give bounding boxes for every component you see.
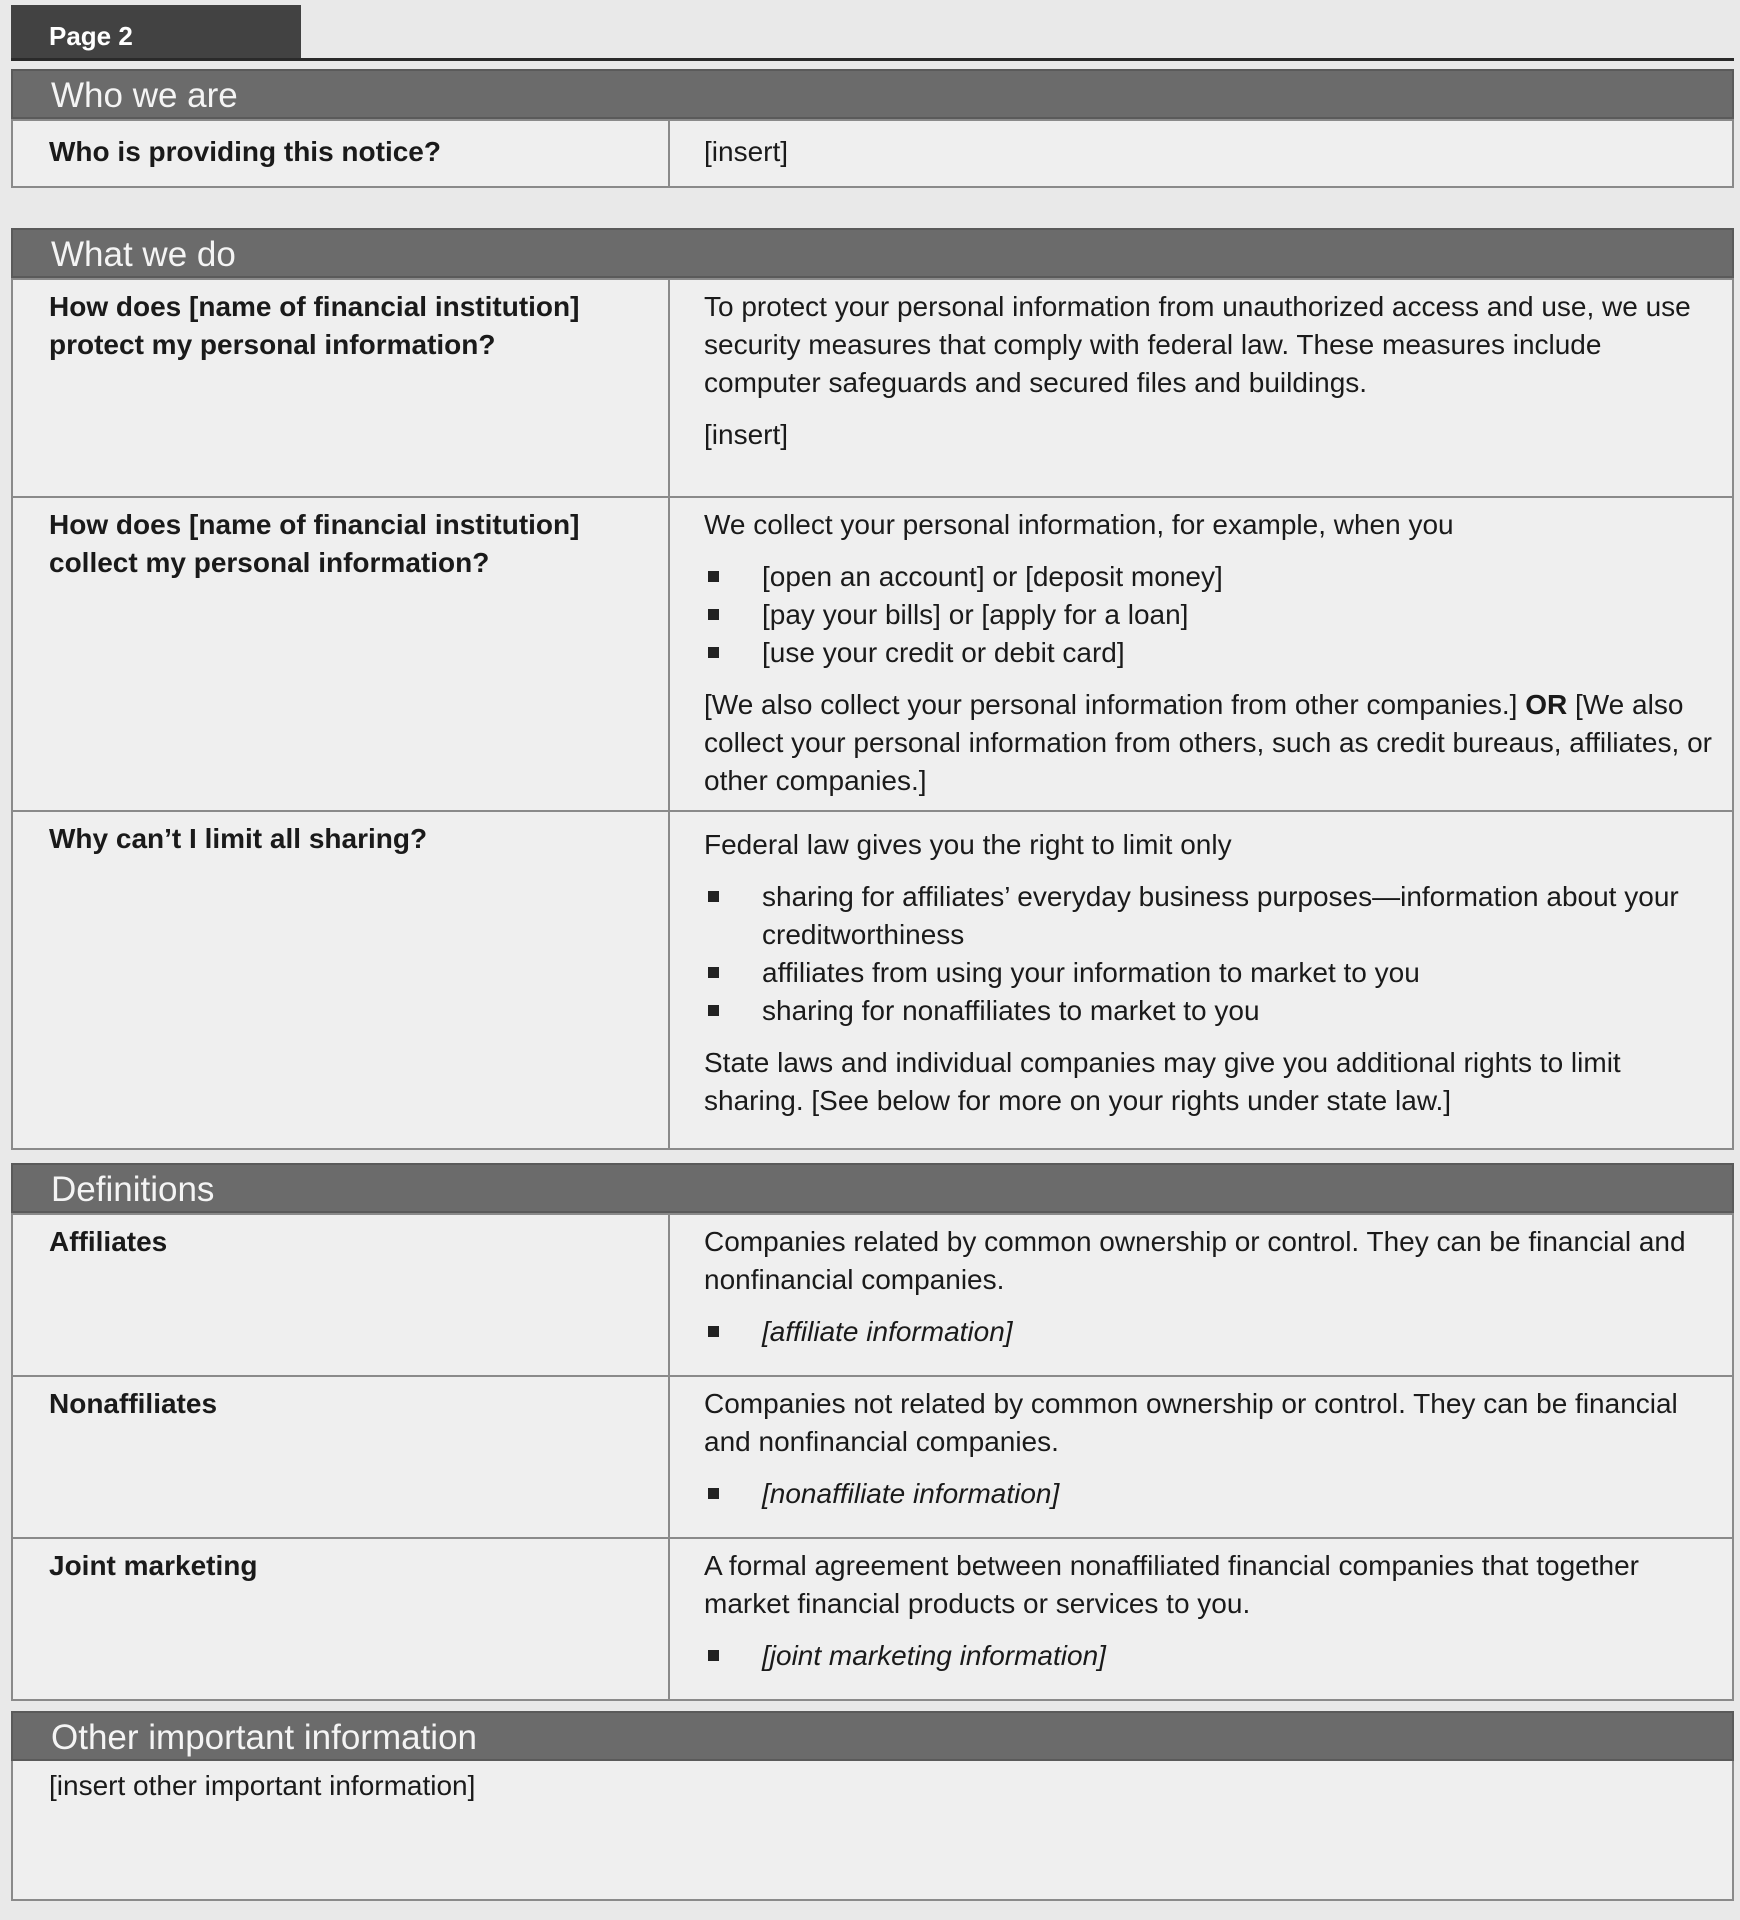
answer-cell	[669, 497, 1733, 811]
bullet-list	[704, 558, 1716, 672]
header-rule	[11, 58, 1734, 61]
outro-option-2: [We also collect your personal information from others, such as credit bureaus, affiliates, or other companies.]	[704, 689, 1712, 796]
who-we-are-table	[11, 119, 1734, 188]
term-cell: Affiliates	[12, 1214, 669, 1376]
answer-intro: We collect your personal information, for example, when you	[704, 509, 1454, 540]
outro-option-1: [We also collect your personal information from other companies.]	[704, 689, 1518, 720]
section-other-info	[11, 1711, 1734, 1901]
page-number-tab: Page 2	[11, 5, 301, 60]
answer-cell: [insert]	[669, 120, 1733, 187]
answer-cell	[669, 811, 1733, 1149]
answer-outro	[704, 686, 1716, 800]
definition-text: A formal agreement between nonaffiliated financial companies that together market financial products or services to you.	[704, 1550, 1639, 1619]
table-row	[12, 1538, 1733, 1700]
section-heading: Definitions	[11, 1163, 1734, 1213]
section-who-we-are	[11, 69, 1734, 188]
term-cell: Nonaffiliates	[12, 1376, 669, 1538]
other-info-body: [insert other important information]	[11, 1761, 1734, 1901]
definitions-table	[11, 1213, 1734, 1701]
answer-text: To protect your personal information from unauthorized access and use, we use security measures that comply with federal law. These measures include computer safeguards and secured files and buildings.	[704, 291, 1691, 398]
list-item: [nonaffiliate information]	[704, 1475, 1716, 1513]
table-row	[12, 811, 1733, 1149]
outro-or: OR	[1525, 689, 1568, 720]
list-item: affiliates from using your information to market to you	[704, 954, 1716, 992]
section-heading: Other important information	[11, 1711, 1734, 1761]
definition-cell	[669, 1376, 1733, 1538]
answer-outro: State laws and individual companies may give you additional rights to limit sharing. [See below for more on your rights under state law.]	[704, 1047, 1621, 1116]
bullet-list	[704, 878, 1716, 1030]
section-definitions	[11, 1163, 1734, 1701]
section-heading: Who we are	[11, 69, 1734, 119]
list-item: sharing for affiliates’ everyday business purposes—information about your creditworthiness	[704, 878, 1716, 954]
what-we-do-table	[11, 278, 1734, 1150]
definition-cell	[669, 1214, 1733, 1376]
section-heading: What we do	[11, 228, 1734, 278]
bullet-list	[704, 1313, 1716, 1351]
question-cell: How does [name of financial institution] protect my personal information?	[12, 279, 669, 497]
definition-cell	[669, 1538, 1733, 1700]
table-row	[12, 1214, 1733, 1376]
question-cell: How does [name of financial institution] collect my personal information?	[12, 497, 669, 811]
table-row	[12, 1376, 1733, 1538]
term-cell: Joint marketing	[12, 1538, 669, 1700]
list-item: sharing for nonaffiliates to market to you	[704, 992, 1716, 1030]
answer-intro: Federal law gives you the right to limit only	[704, 829, 1232, 860]
question-cell: Why can’t I limit all sharing?	[12, 811, 669, 1149]
definition-text: Companies related by common ownership or control. They can be financial and nonfinancial companies.	[704, 1226, 1686, 1295]
list-item: [affiliate information]	[704, 1313, 1716, 1351]
definition-text: Companies not related by common ownership or control. They can be financial and nonfinancial companies.	[704, 1388, 1678, 1457]
section-what-we-do	[11, 228, 1734, 1150]
bullet-list	[704, 1475, 1716, 1513]
list-item: [pay your bills] or [apply for a loan]	[704, 596, 1716, 634]
list-item: [open an account] or [deposit money]	[704, 558, 1716, 596]
answer-insert: [insert]	[704, 419, 789, 450]
bullet-list	[704, 1637, 1716, 1675]
list-item: [joint marketing information]	[704, 1637, 1716, 1675]
answer-cell	[669, 279, 1733, 497]
list-item: [use your credit or debit card]	[704, 634, 1716, 672]
table-row	[12, 120, 1733, 187]
question-cell: Who is providing this notice?	[12, 120, 669, 187]
table-row	[12, 279, 1733, 497]
table-row	[12, 497, 1733, 811]
